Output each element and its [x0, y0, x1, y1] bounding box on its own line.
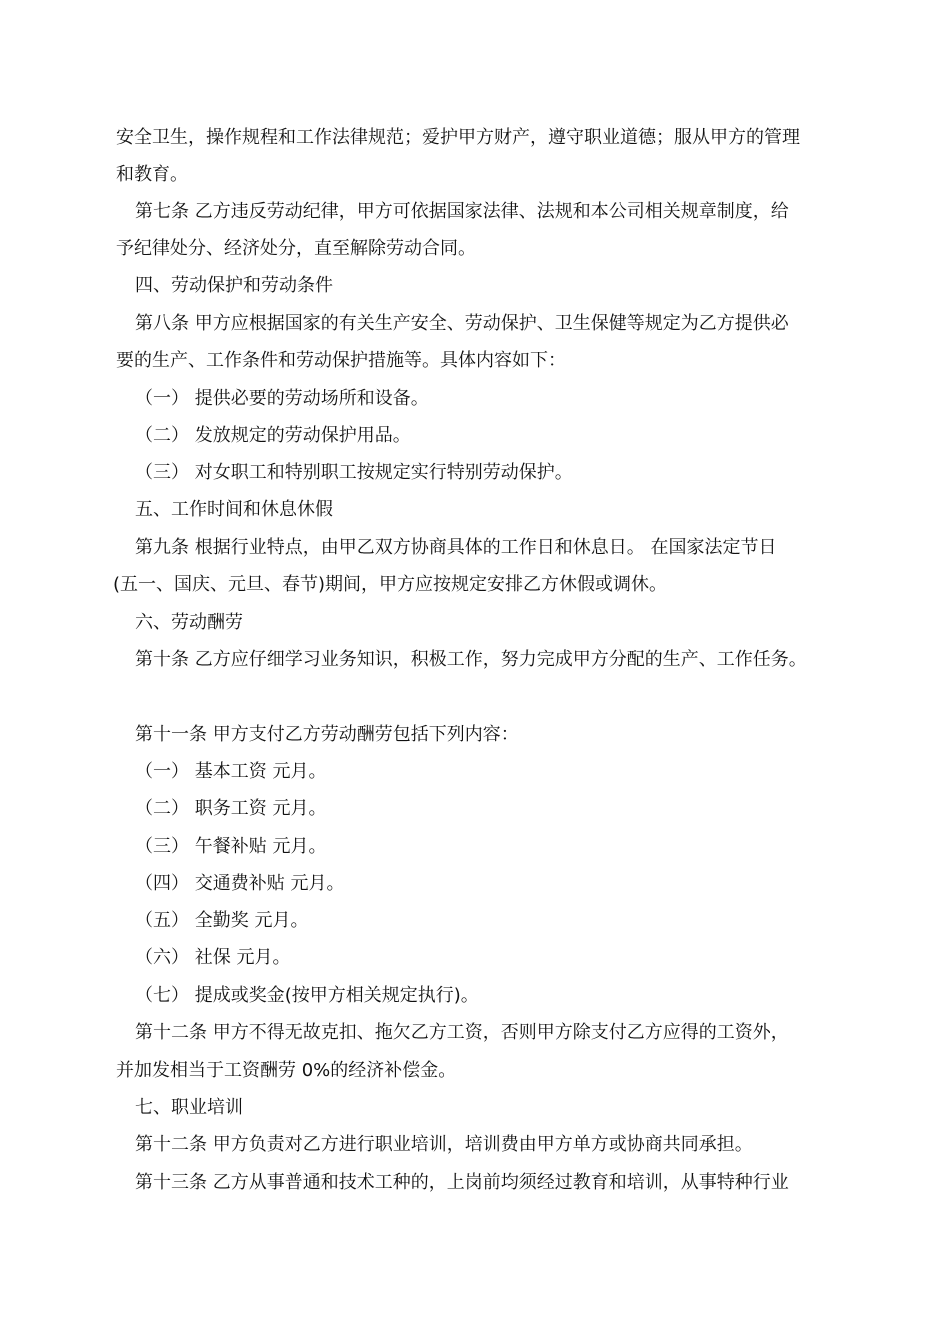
article-7: 第七条 乙方违反劳动纪律，甲方可依据国家法律、法规和本公司相关规章制度，给: [135, 201, 789, 222]
list-item: （六） 社保 元月。: [135, 947, 291, 968]
text-line: 和教育。: [116, 164, 188, 185]
section-heading: 六、劳动酬劳: [135, 612, 243, 633]
section-heading: 四、劳动保护和劳动条件: [135, 275, 333, 296]
article-9: 第九条 根据行业特点，由甲乙双方协商具体的工作日和休息日。 在国家法定节日: [135, 537, 777, 558]
text-line: 予纪律处分、经济处分，直至解除劳动合同。: [116, 238, 476, 259]
article-11: 第十一条 甲方支付乙方劳动酬劳包括下列内容：: [135, 724, 519, 745]
list-item: （三） 午餐补贴 元月。: [135, 836, 327, 857]
text-line: (五一、国庆、元旦、春节)期间，甲方应按规定安排乙方休假或调休。: [113, 574, 668, 595]
text-line: 安全卫生，操作规程和工作法律规范；爱护甲方财产，遵守职业道德；服从甲方的管理: [116, 127, 800, 148]
list-item: （二） 发放规定的劳动保护用品。: [135, 425, 411, 446]
list-item: （二） 职务工资 元月。: [135, 798, 327, 819]
article-13: 第十三条 乙方从事普通和技术工种的，上岗前均须经过教育和培训，从事特种行业: [135, 1172, 789, 1193]
article-8: 第八条 甲方应根据国家的有关生产安全、劳动保护、卫生保健等规定为乙方提供必: [135, 313, 789, 334]
article-12b: 第十二条 甲方负责对乙方进行职业培训，培训费由甲方单方或协商共同承担。: [135, 1134, 753, 1155]
text-line: 并加发相当于工资酬劳 0%的经济补偿金。: [116, 1060, 457, 1081]
list-item: （一） 提供必要的劳动场所和设备。: [135, 388, 429, 409]
article-10: 第十条 乙方应仔细学习业务知识，积极工作，努力完成甲方分配的生产、工作任务。: [135, 649, 807, 670]
list-item: （四） 交通费补贴 元月。: [135, 873, 345, 894]
text-line: 要的生产、工作条件和劳动保护措施等。具体内容如下：: [116, 350, 566, 371]
section-heading: 七、职业培训: [135, 1097, 243, 1118]
list-item: （三） 对女职工和特别职工按规定实行特别劳动保护。: [135, 462, 573, 483]
list-item: （一） 基本工资 元月。: [135, 761, 327, 782]
list-item: （七） 提成或奖金(按甲方相关规定执行)。: [135, 985, 479, 1006]
list-item: （五） 全勤奖 元月。: [135, 910, 309, 931]
section-heading: 五、工作时间和休息休假: [135, 499, 333, 520]
article-12: 第十二条 甲方不得无故克扣、拖欠乙方工资，否则甲方除支付乙方应得的工资外，: [135, 1022, 789, 1043]
